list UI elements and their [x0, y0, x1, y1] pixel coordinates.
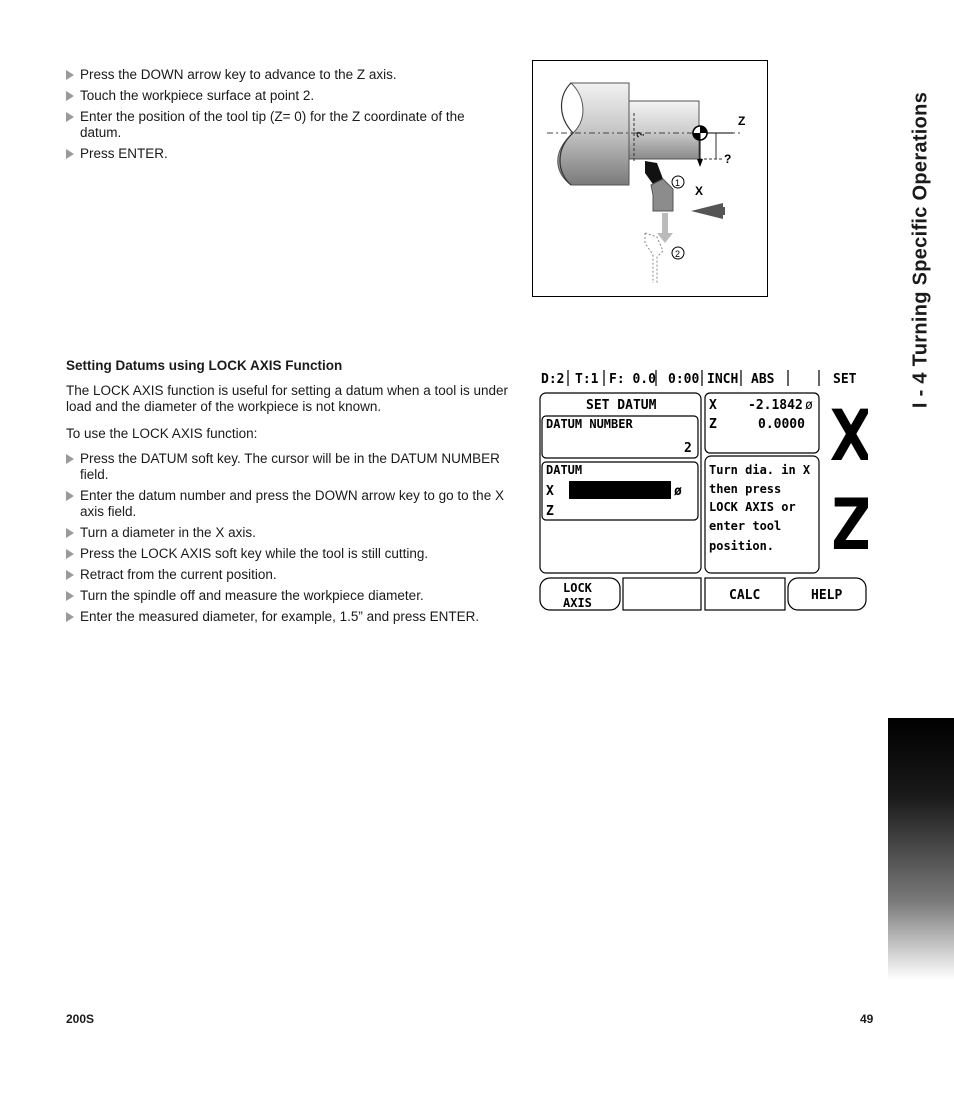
list-item: Press the DATUM soft key. The cursor will be in the DATUM NUMBER field. — [66, 451, 516, 483]
status-datum: D:2 — [541, 372, 565, 387]
field-x-label: X — [546, 484, 554, 499]
triangle-bullet-icon — [66, 549, 74, 559]
triangle-bullet-icon — [66, 149, 74, 159]
datum-x-field-cursor[interactable] — [569, 481, 671, 499]
list-item: Touch the workpiece surface at point 2. — [66, 88, 486, 104]
list-item: Press ENTER. — [66, 146, 486, 162]
datum-number-field[interactable]: 2 — [684, 441, 692, 456]
lead-in-paragraph: To use the LOCK AXIS function: — [66, 426, 258, 441]
list-item: Press the LOCK AXIS soft key while the tool is still cutting. — [66, 546, 516, 562]
field-z-label: Z — [546, 504, 554, 519]
form-title: SET DATUM — [586, 398, 657, 413]
status-function: SET — [833, 372, 857, 387]
help-line: position. — [709, 539, 775, 553]
footer-model: 200S — [66, 1012, 95, 1026]
diameter-symbol: ø — [674, 484, 682, 499]
help-line: enter tool — [709, 519, 782, 533]
z-axis-label: Z — [738, 114, 746, 128]
triangle-bullet-icon — [66, 612, 74, 622]
x-unknown-label: ? — [635, 131, 647, 138]
dro-screen — [538, 364, 868, 614]
list-item: Enter the measured diameter, for example, 1.5” and press ENTER. — [66, 609, 516, 625]
status-tool: T:1 — [575, 372, 599, 387]
pos-x-value: -2.1842 — [748, 398, 803, 413]
help-line: then press — [709, 482, 782, 496]
status-units: INCH — [707, 372, 739, 387]
softkey-label: HELP — [811, 588, 843, 603]
intro-paragraph: The LOCK AXIS function is useful for setting a datum when a tool is under load and the diameter of the workpiece is not known. — [66, 383, 508, 414]
page-number: 49 — [860, 1012, 874, 1026]
pos-z-label: Z — [709, 417, 717, 432]
z-unknown-label: ? — [724, 152, 732, 166]
chapter-gradient-tab — [888, 718, 954, 980]
point-1-label: 1 — [675, 178, 681, 188]
pos-x-label: X — [709, 398, 717, 413]
triangle-bullet-icon — [66, 528, 74, 538]
softkey-label: LOCK — [563, 581, 592, 595]
datum-number-label: DATUM NUMBER — [546, 417, 633, 431]
lathe-tool-illustration — [533, 61, 767, 296]
list-item: Enter the position of the tool tip (Z= 0) for the Z coordinate of the datum. — [66, 109, 486, 141]
triangle-bullet-icon — [66, 491, 74, 501]
softkey-label: CALC — [729, 588, 761, 603]
triangle-bullet-icon — [66, 70, 74, 80]
list-item: Turn the spindle off and measure the workpiece diameter. — [66, 588, 516, 604]
list-item: Enter the datum number and press the DOWN arrow key to go to the X axis field. — [66, 488, 516, 520]
status-feed: F: 0.0 — [609, 372, 656, 387]
help-line: LOCK AXIS or — [709, 500, 796, 514]
pos-x-diameter: ø — [805, 398, 813, 413]
datum-group-label: DATUM — [546, 463, 583, 477]
x-axis-label: X — [695, 184, 704, 198]
list-item: Retract from the current position. — [66, 567, 516, 583]
triangle-bullet-icon — [66, 112, 74, 122]
triangle-bullet-icon — [66, 591, 74, 601]
lock-axis-steps-list — [66, 451, 516, 630]
section-heading: Setting Datums using LOCK AXIS Function — [66, 358, 343, 373]
list-item: Turn a diameter in the X axis. — [66, 525, 516, 541]
list-item: Press the DOWN arrow key to advance to the Z axis. — [66, 67, 486, 83]
dro-display — [538, 364, 868, 614]
blank-softkey[interactable] — [623, 578, 701, 610]
turning-figure — [532, 60, 768, 297]
triangle-bullet-icon — [66, 454, 74, 464]
softkey-label: AXIS — [563, 596, 592, 610]
status-time: 0:00 — [668, 372, 700, 387]
point-2-label: 2 — [675, 249, 681, 259]
help-line: Turn dia. in X — [709, 463, 811, 477]
top-steps-list — [66, 67, 486, 167]
status-mode: ABS — [751, 372, 775, 387]
triangle-bullet-icon — [66, 570, 74, 580]
section-title: I - 4 Turning Specific Operations — [909, 91, 932, 409]
axis-x-display: X — [830, 395, 868, 477]
triangle-bullet-icon — [66, 91, 74, 101]
pos-z-value: 0.0000 — [758, 417, 805, 432]
axis-z-display: Z — [830, 484, 868, 566]
